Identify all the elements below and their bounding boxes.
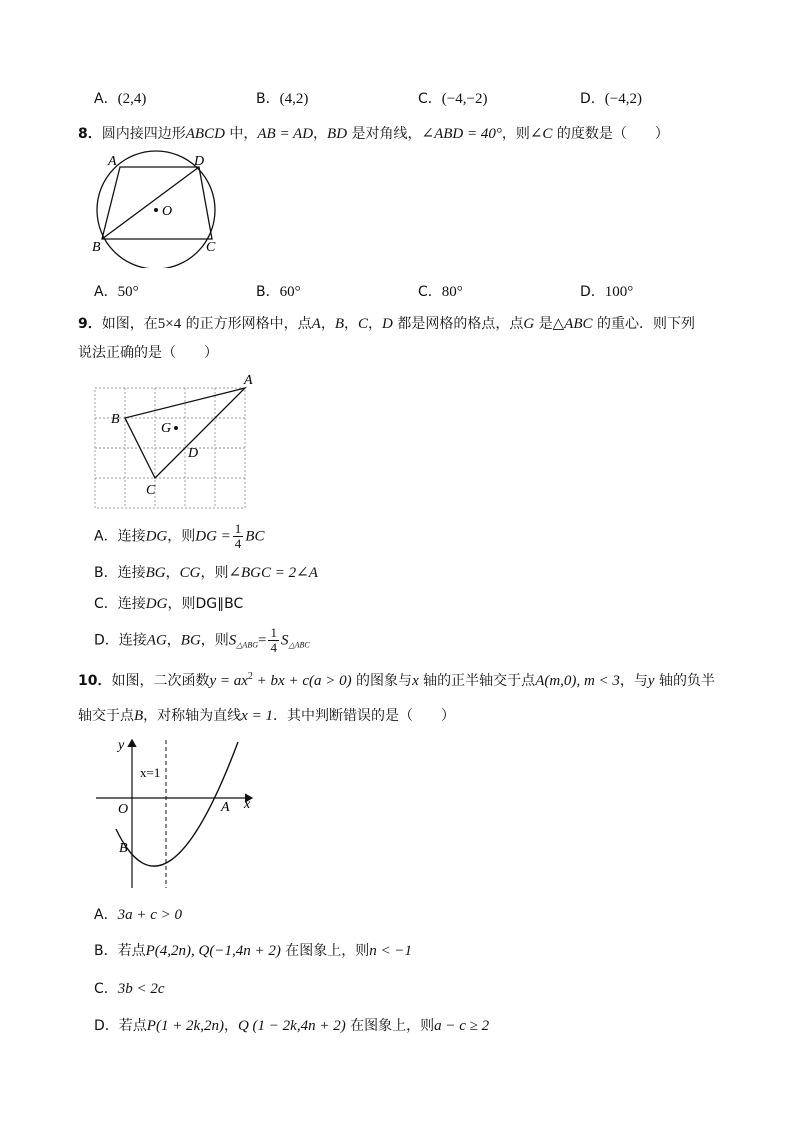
stem-text: ， [320, 316, 335, 332]
option-text: 连接 [118, 632, 147, 649]
math-point: Q (1 − 2k,4n + 2) [237, 1018, 346, 1034]
stem-text: ，对称轴为直线 [143, 708, 242, 724]
math-ab-eq-ad: AB = AD [257, 126, 314, 142]
math-subscript: △ABG [236, 640, 258, 650]
q7-option-b[interactable] [256, 88, 308, 108]
option-text: 连接 [117, 528, 146, 545]
option-letter: C． [418, 91, 442, 107]
label-x: x [244, 797, 251, 812]
option-text: ，则 [200, 632, 229, 649]
q10-stem-line2 [78, 705, 455, 725]
option-text: 若点 [118, 1018, 147, 1034]
label-c: C [206, 240, 216, 255]
math-point: A [311, 316, 321, 332]
stem-text: 圆内接四边形 [101, 126, 186, 142]
label-a: A [108, 154, 117, 169]
q10-option-b[interactable] [94, 940, 412, 960]
math-expr: n < −1 [369, 943, 413, 959]
label-g: G [161, 421, 172, 436]
math-triangle: △ABC [552, 316, 593, 332]
q9-option-a[interactable] [94, 522, 264, 551]
math-abcd: ABCD [185, 126, 225, 142]
math-grid-size: 5×4 [157, 316, 182, 332]
label-y: y [118, 738, 125, 753]
q9-option-b[interactable] [94, 562, 318, 582]
math-condition: , m < 3 [576, 673, 620, 689]
math-expr: 3b < 2c [117, 981, 165, 997]
label-symmetry-axis: x=1 [140, 765, 161, 780]
option-letter: C． [94, 596, 118, 612]
math-point: B [134, 708, 144, 724]
math-angle-c: ∠C [529, 126, 553, 142]
option-text: ， [223, 1018, 238, 1034]
question-number: 9． [78, 316, 102, 332]
question-number: 10． [78, 673, 112, 689]
stem-text: 如图，二次函数 [111, 673, 210, 689]
stem-text: ， [313, 126, 328, 142]
denominator: 4 [270, 640, 277, 655]
q8-figure [88, 148, 228, 268]
math-point: C [358, 316, 369, 332]
numerator: 1 [270, 625, 277, 640]
label-c: C [146, 483, 156, 498]
math-expr: a − c ≥ 2 [434, 1018, 490, 1034]
math-condition: (a > 0) [308, 673, 352, 689]
option-text: 在图象上，则 [280, 943, 370, 959]
option-text: 连接 [117, 596, 146, 612]
stem-text: 的正方形网格中，点 [181, 316, 312, 332]
q10-option-a[interactable] [94, 904, 182, 924]
q10-option-d[interactable] [94, 1015, 489, 1035]
diagonal-bd [102, 167, 199, 239]
option-letter: C． [418, 284, 442, 300]
stem-text: ，则 [501, 126, 530, 142]
q10-figure [94, 736, 264, 896]
q9-option-d[interactable] [94, 626, 310, 655]
option-letter: B． [94, 565, 118, 581]
label-b: B [111, 412, 120, 427]
option-letter: A． [94, 91, 118, 107]
math-var: x [412, 673, 419, 689]
math-point: D [382, 316, 393, 332]
stem-text: 的图象与 [351, 673, 413, 689]
math-segment: DG [145, 528, 168, 545]
label-b: B [92, 240, 101, 255]
math-segment: BG [180, 632, 201, 649]
option-text: ，则 [167, 596, 196, 612]
parabola-curve [116, 742, 238, 866]
option-value: 80° [441, 284, 463, 300]
q9-figure [90, 370, 260, 512]
math-point: G [523, 316, 535, 332]
q8-stem [78, 123, 669, 143]
option-value: (4,2) [279, 91, 309, 107]
q8-option-a[interactable] [94, 281, 139, 301]
q7-option-c[interactable] [418, 88, 487, 108]
label-b: B [119, 841, 128, 856]
q9-stem-line2: 说法正确的是（ ） [78, 345, 218, 361]
math-subscript: △ABC [288, 640, 310, 650]
option-text: ， [165, 565, 180, 581]
option-text: ，则 [167, 528, 196, 545]
option-value: 50° [117, 284, 139, 300]
math-expr: BC [245, 528, 265, 545]
math-point: P(1 + 2k,2n) [146, 1018, 224, 1034]
q10-option-c[interactable] [94, 978, 165, 998]
option-letter: B． [256, 284, 280, 300]
stem-text: 轴的正半轴交于点 [418, 673, 536, 689]
option-letter: C． [94, 981, 118, 997]
label-o: O [118, 802, 129, 817]
stem-text: 都是网格的格点，点 [392, 316, 524, 332]
option-text: ， [166, 632, 181, 649]
q10-stem-line1 [78, 670, 715, 690]
stem-text: 中， [224, 126, 258, 142]
math-expr: + bx + c [252, 673, 309, 689]
option-value: (−4,−2) [441, 91, 488, 107]
math-angle-abd: ∠ABD = 40° [421, 126, 502, 142]
fraction-one-quarter [268, 626, 279, 655]
center-point [154, 208, 158, 212]
math-segment: CG [179, 565, 201, 581]
math-segment: BG [145, 565, 166, 581]
q8-option-c[interactable] [418, 281, 463, 301]
option-letter: B． [256, 91, 280, 107]
label-a: A [221, 800, 230, 815]
label-a: A [244, 373, 253, 388]
q8-option-d[interactable] [580, 281, 633, 301]
math-segment: AG [146, 632, 167, 649]
stem-text: ，与 [619, 673, 648, 689]
denominator: 4 [234, 536, 242, 551]
q8-option-b[interactable] [256, 281, 301, 301]
math-expr: DG∥BC [195, 596, 244, 612]
math-expr: ∠BGC = 2∠A [228, 565, 318, 581]
math-var: y [647, 673, 655, 689]
math-point: B [334, 316, 345, 332]
label-d: D [194, 154, 205, 169]
stem-text: 轴的负半 [654, 673, 716, 689]
stem-text: 是 [534, 316, 553, 332]
option-letter: D． [94, 1018, 119, 1034]
option-letter: D． [94, 632, 119, 649]
math-expr: y = ax [209, 673, 248, 689]
option-letter: A． [94, 284, 118, 300]
math-superscript: 2 [247, 671, 253, 682]
stem-text: 是对角线， [347, 126, 422, 142]
math-expr: 3a + c > 0 [117, 907, 182, 923]
math-bd: BD [327, 126, 348, 142]
numerator: 1 [234, 521, 242, 536]
option-value: (2,4) [117, 91, 147, 107]
option-letter: B． [94, 943, 118, 959]
q9-option-c[interactable] [94, 593, 243, 613]
stem-text: 的度数是（ ） [552, 126, 669, 142]
label-o: O [162, 204, 173, 219]
quadrilateral-abcd [102, 167, 212, 239]
option-letter: D． [580, 91, 605, 107]
stem-text: ， [368, 316, 383, 332]
fraction-one-quarter [233, 522, 244, 551]
math-expr: DG = [195, 528, 231, 545]
math-point: A(m,0) [535, 673, 577, 689]
option-text: ，则 [200, 565, 229, 581]
math-area: S [280, 632, 289, 649]
option-text: 在图象上，则 [345, 1018, 435, 1034]
option-value: 100° [604, 284, 634, 300]
stem-text: 轴交于点 [78, 708, 134, 724]
stem-text: ， [344, 316, 359, 332]
option-letter: A． [94, 907, 118, 923]
math-area: S [228, 632, 237, 649]
option-text: 连接 [117, 565, 146, 581]
option-letter: A． [94, 528, 118, 545]
dashed-grid [95, 388, 245, 508]
math-expr: = [257, 632, 267, 649]
q9-stem-line1 [78, 313, 695, 333]
question-number: 8． [78, 126, 102, 142]
option-text: 若点 [117, 943, 146, 959]
option-letter: D． [580, 284, 605, 300]
stem-text: 如图，在 [101, 316, 158, 332]
centroid-point [174, 426, 178, 430]
option-value: 60° [279, 284, 301, 300]
math-expr: x = 1 [241, 708, 273, 724]
option-value: (−4,2) [604, 91, 642, 107]
stem-text: 的重心．则下列 [592, 316, 695, 332]
q7-option-d[interactable] [580, 88, 642, 108]
q7-option-a[interactable] [94, 88, 146, 108]
math-points: P(4,2n), Q(−1,4n + 2) [145, 943, 281, 959]
math-segment: DG [145, 596, 168, 612]
stem-text: ．其中判断错误的是（ ） [272, 708, 455, 724]
label-d: D [188, 446, 199, 461]
